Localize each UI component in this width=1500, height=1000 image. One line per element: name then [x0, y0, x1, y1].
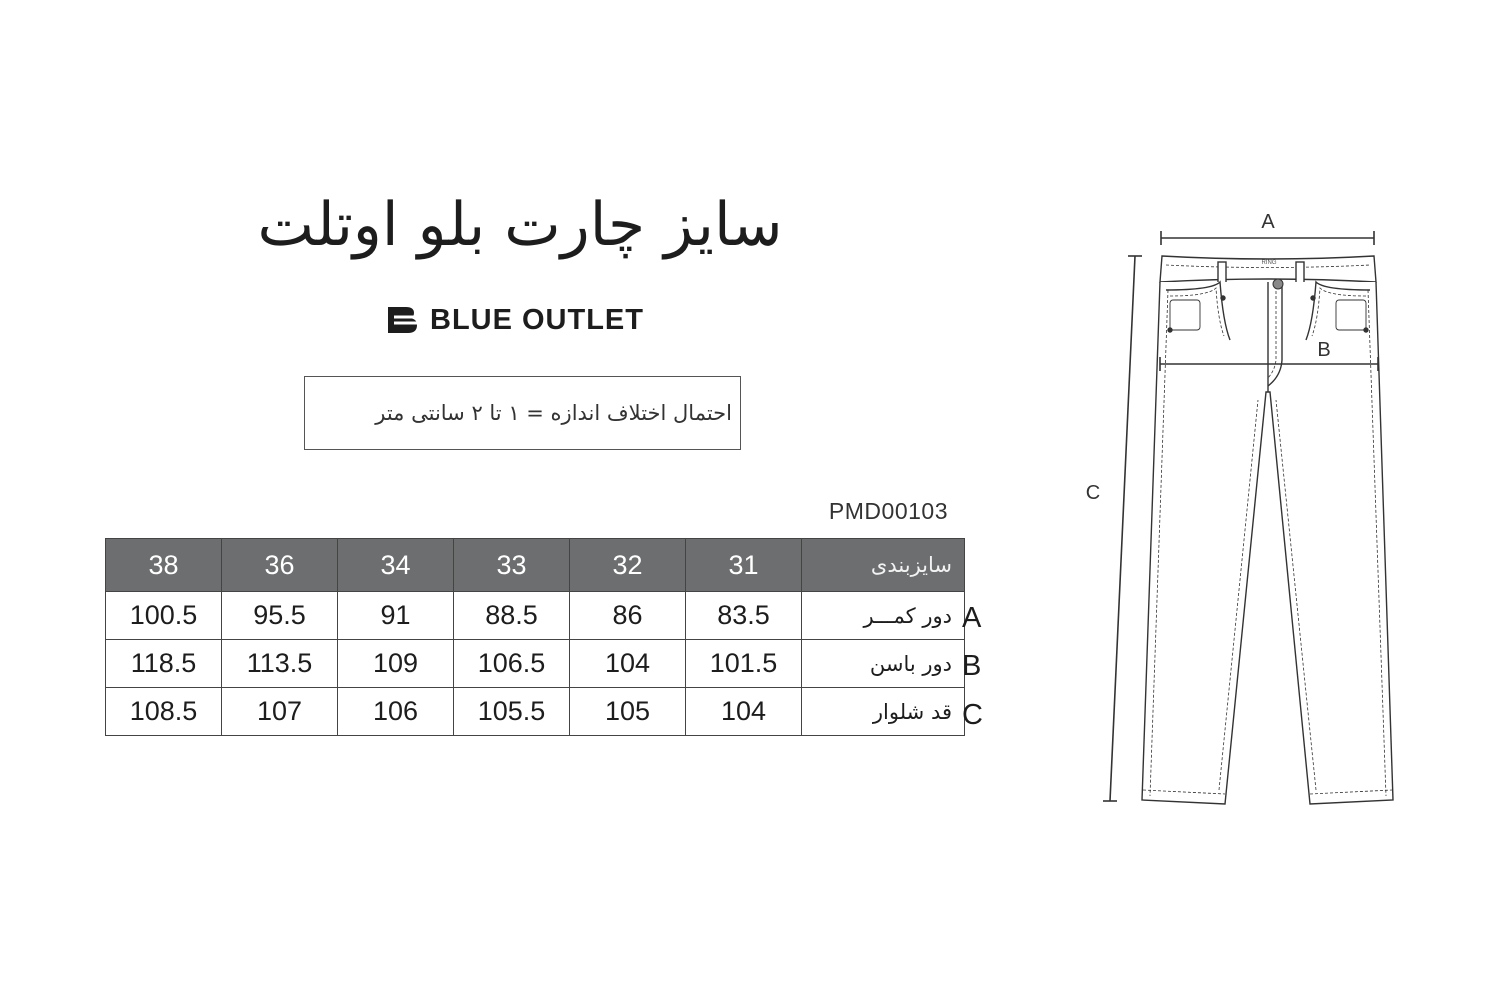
size-table [105, 538, 965, 736]
dimension-b-label: B [1317, 339, 1331, 361]
row-letter-b: B [962, 650, 982, 682]
size-header: 34 [338, 539, 454, 592]
brand-name: BLUE OUTLET [430, 303, 644, 336]
table-row [106, 592, 965, 640]
table-cell: 108.5 [106, 688, 222, 736]
table-cell: 105.5 [454, 688, 570, 736]
size-header: 33 [454, 539, 570, 592]
table-cell: 106.5 [454, 640, 570, 688]
row-label: قد شلوار [802, 688, 965, 736]
table-cell: 101.5 [686, 640, 802, 688]
waistband-label: RING [1261, 260, 1277, 266]
size-header: 32 [570, 539, 686, 592]
tolerance-note [304, 376, 741, 450]
dimension-c [1086, 256, 1142, 801]
table-cell: 118.5 [106, 640, 222, 688]
product-code: PMD00103 [828, 498, 948, 524]
row-letter-a: A [962, 602, 982, 634]
dimension-a [1161, 211, 1374, 245]
table-cell: 86 [570, 592, 686, 640]
table-header-row [106, 539, 965, 592]
table-cell: 113.5 [222, 640, 338, 688]
brand-logo-icon [388, 307, 418, 333]
table-cell: 95.5 [222, 592, 338, 640]
table-row [106, 688, 965, 736]
row-label: دور کمـــر [802, 592, 965, 640]
table-cell: 91 [338, 592, 454, 640]
pants-outline [1142, 256, 1393, 804]
table-cell: 109 [338, 640, 454, 688]
table-cell: 107 [222, 688, 338, 736]
table-cell: 104 [570, 640, 686, 688]
size-header: 31 [686, 539, 802, 592]
table-row [106, 640, 965, 688]
pants-diagram [1075, 200, 1405, 810]
row-letter-c: C [962, 699, 983, 731]
table-cell: 106 [338, 688, 454, 736]
table-cell: 104 [686, 688, 802, 736]
size-header: 38 [106, 539, 222, 592]
table-cell: 88.5 [454, 592, 570, 640]
page-title: سایز چارت بلو اوتلت [257, 190, 783, 260]
button-icon [1273, 279, 1283, 289]
dimension-c-label: C [1085, 482, 1101, 504]
table-cell: 83.5 [686, 592, 802, 640]
sizing-label-header: سایزبندی [802, 539, 965, 592]
brand [388, 300, 644, 340]
dimension-a-label: A [1261, 211, 1275, 233]
table-cell: 105 [570, 688, 686, 736]
table-cell: 100.5 [106, 592, 222, 640]
size-header: 36 [222, 539, 338, 592]
row-label: دور باسن [802, 640, 965, 688]
tolerance-note-text: احتمال اختلاف اندازه = ۱ تا ۲ سانتی متر [375, 401, 732, 425]
